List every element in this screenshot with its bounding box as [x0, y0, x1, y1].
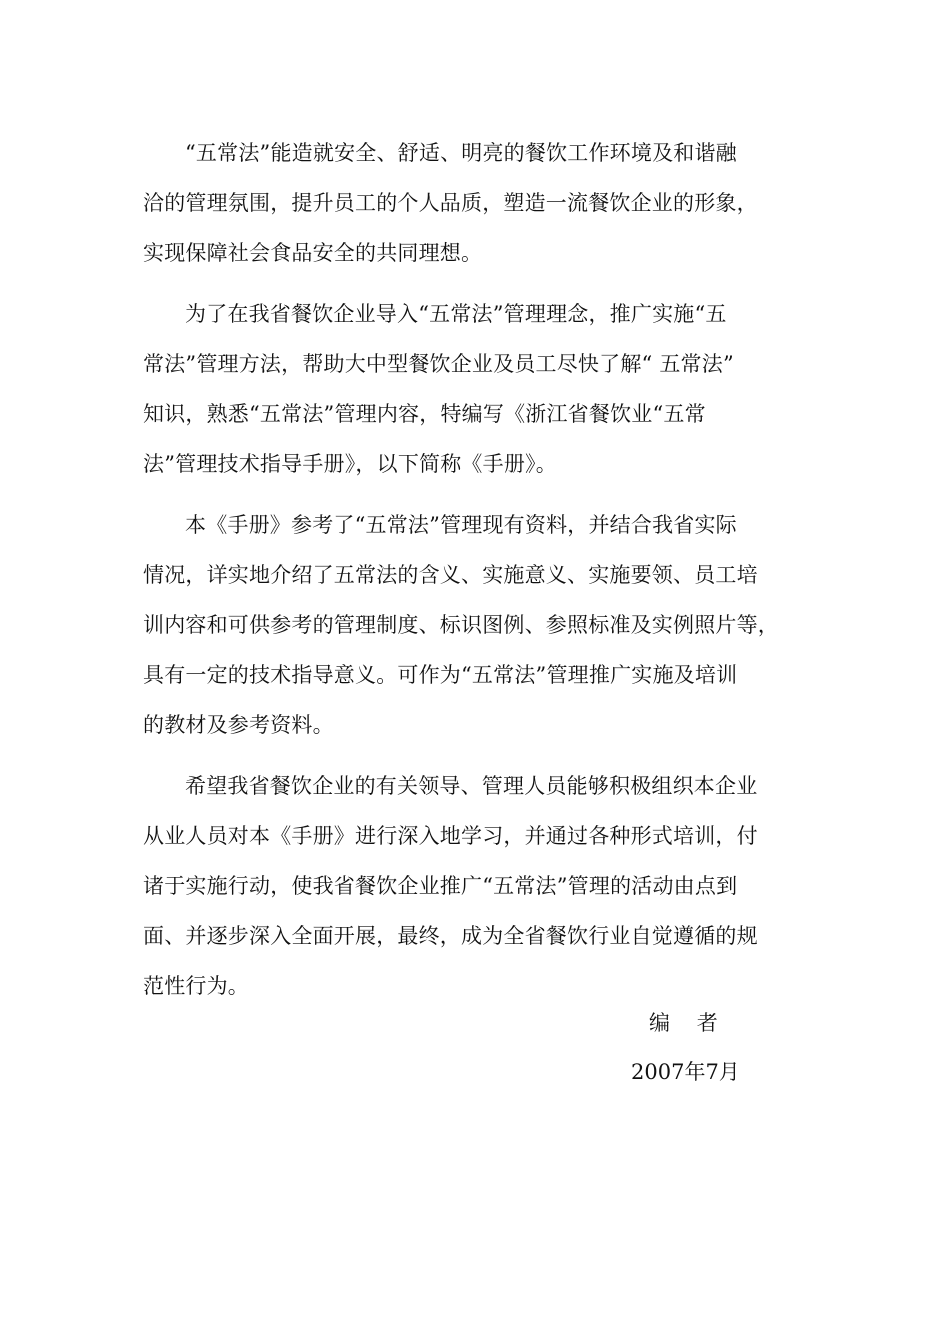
text-line: 洽的管理氛围，提升员工的个人品质，塑造一流餐饮企业的形象，: [143, 191, 758, 215]
text-line: 情况，详实地介绍了五常法的含义、实施意义、实施要领、员工培: [143, 563, 758, 587]
paragraph-2: [143, 289, 811, 489]
text-line: 希望我省餐饮企业的有关领导、管理人员能够积极组织本企业: [185, 774, 758, 798]
text-line: 本《手册》参考了“五常法”管理现有资料，并结合我省实际: [185, 513, 737, 537]
preface-body: [143, 128, 811, 1022]
text-line: 具有一定的技术指导意义。可作为“五常法”管理推广实施及培训: [143, 663, 738, 687]
date-line: 2007年7月: [631, 1060, 740, 1084]
text-line: 从业人员对本《手册》进行深入地学习，并通过各种形式培训，付: [143, 824, 758, 848]
text-line: 的教材及参考资料。: [143, 713, 334, 737]
text-line: 常法”管理方法，帮助大中型餐饮企业及员工尽快了解“ 五常法”: [143, 352, 734, 376]
paragraph-3: [143, 500, 811, 750]
text-line: 范性行为。: [143, 974, 249, 998]
text-line: 法”管理技术指导手册》，以下简称《手册》。: [143, 452, 557, 476]
paragraph-1: [143, 128, 811, 278]
text-line: 知识，熟悉“五常法”管理内容，特编写《浙江省餐饮业“五常: [143, 402, 706, 426]
text-line: 面、并逐步深入全面开展，最终，成为全省餐饮行业自觉遵循的规: [143, 924, 758, 948]
paragraph-4: [143, 761, 811, 1011]
text-line: 实现保障社会食品安全的共同理想。: [143, 241, 483, 265]
author-signature: 编 者: [649, 1011, 718, 1035]
text-line: 训内容和可供参考的管理制度、标识图例、参照标准及实例照片等，: [143, 613, 779, 637]
text-line: “五常法”能造就安全、舒适、明亮的餐饮工作环境及和谐融: [185, 141, 737, 165]
text-line: 为了在我省餐饮企业导入“五常法”管理理念，推广实施“五: [185, 302, 727, 326]
text-line: 诸于实施行动，使我省餐饮企业推广“五常法”管理的活动由点到: [143, 874, 738, 898]
